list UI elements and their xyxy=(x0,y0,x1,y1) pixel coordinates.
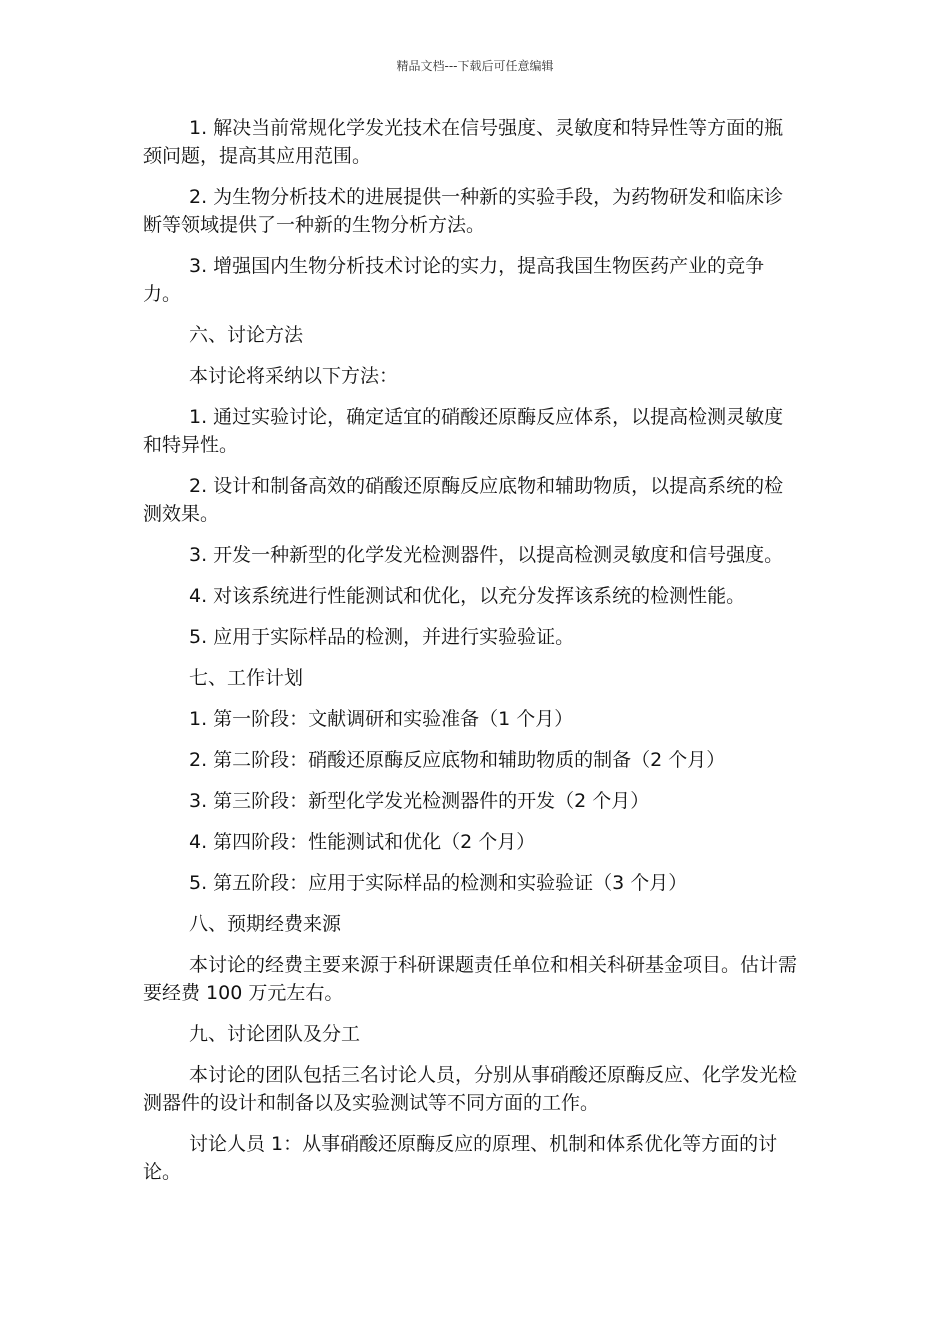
plan-item: 1. 第一阶段：文献调研和实验准备（1 个月） xyxy=(189,708,574,730)
paragraph: 1. 解决当前常规化学发光技术在信号强度、灵敏度和特异性等方面的瓶颈问题，提高其应用范围。 xyxy=(143,117,784,167)
section-heading: 八、预期经费来源 xyxy=(189,913,342,935)
plan-item: 5. 第五阶段：应用于实际样品的检测和实验验证（3 个月） xyxy=(189,872,688,894)
section-heading: 六、讨论方法 xyxy=(189,324,304,346)
plan-item: 4. 第四阶段：性能测试和优化（2 个月） xyxy=(189,831,536,853)
paragraph: 本讨论的团队包括三名讨论人员，分别从事硝酸还原酶反应、化学发光检测器件的设计和制备以及实验测试等不同方面的工作。 xyxy=(143,1064,798,1114)
paragraph: 5. 应用于实际样品的检测，并进行实验验证。 xyxy=(189,626,575,648)
page-header: 精品文档---下载后可任意编辑 xyxy=(396,59,554,73)
paragraph: 本讨论的经费主要来源于科研课题责任单位和相关科研基金项目。估计需要经费 100 万元左右。 xyxy=(143,954,798,1004)
paragraph: 3. 开发一种新型的化学发光检测器件，以提高检测灵敏度和信号强度。 xyxy=(189,544,784,566)
paragraph: 3. 增强国内生物分析技术讨论的实力，提高我国生物医药产业的竞争力。 xyxy=(143,255,765,305)
paragraph: 本讨论将采纳以下方法： xyxy=(189,365,399,387)
paragraph: 2. 设计和制备高效的硝酸还原酶反应底物和辅助物质，以提高系统的检测效果。 xyxy=(143,475,784,525)
plan-item: 3. 第三阶段：新型化学发光检测器件的开发（2 个月） xyxy=(189,790,650,812)
document-body xyxy=(143,114,798,1199)
paragraph: 2. 为生物分析技术的进展提供一种新的实验手段，为药物研发和临床诊断等领域提供了一种新的生物分析方法。 xyxy=(143,186,784,236)
section-heading: 七、工作计划 xyxy=(189,667,304,689)
paragraph: 讨论人员 1：从事硝酸还原酶反应的原理、机制和体系优化等方面的讨论。 xyxy=(143,1133,778,1183)
paragraph: 4. 对该系统进行性能测试和优化，以充分发挥该系统的检测性能。 xyxy=(189,585,746,607)
plan-item: 2. 第二阶段：硝酸还原酶反应底物和辅助物质的制备（2 个月） xyxy=(189,749,726,771)
section-heading: 九、讨论团队及分工 xyxy=(189,1023,361,1045)
paragraph: 1. 通过实验讨论，确定适宜的硝酸还原酶反应体系，以提高检测灵敏度和特异性。 xyxy=(143,406,784,456)
